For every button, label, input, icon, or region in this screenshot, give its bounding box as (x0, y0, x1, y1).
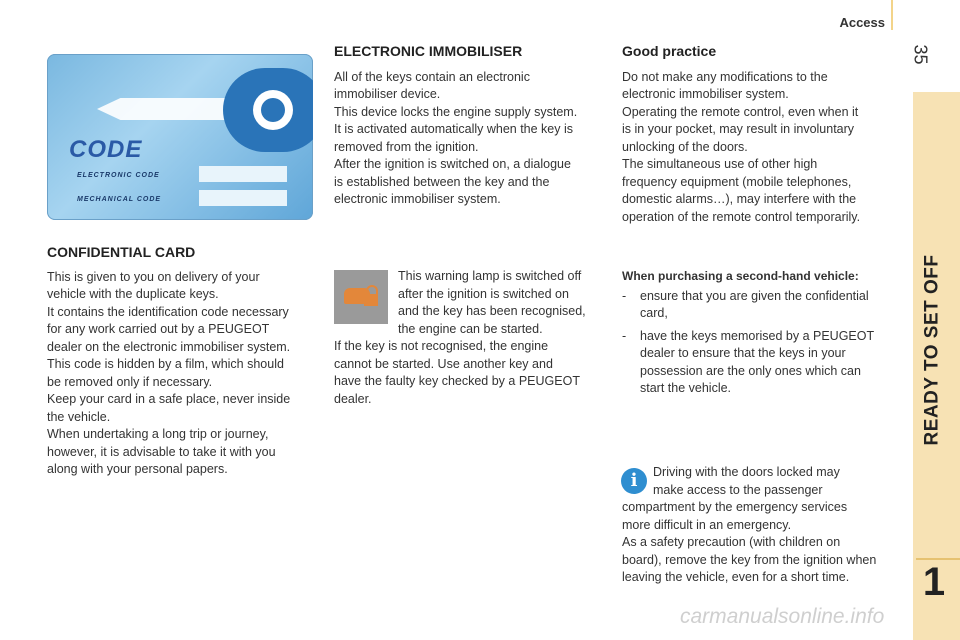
body-line: more difficult in an emergency. (622, 517, 792, 532)
card-field-label-electronic: ELECTRONIC CODE (77, 172, 160, 179)
second-hand-title: When purchasing a second-hand vehicle: (622, 269, 859, 283)
body-line: immobiliser device. (334, 87, 441, 101)
body-line: It is activated automatically when the key is (334, 122, 574, 136)
body-line: This code is hidden by a film, which should (47, 357, 284, 371)
body-line: start the vehicle. (640, 381, 732, 395)
body-line: If the key is not recognised, the engine (334, 339, 549, 353)
list-dash: - (622, 328, 627, 343)
info-icon: i (621, 468, 647, 494)
card-code-word: CODE (69, 136, 143, 163)
body-line: electronic immobiliser system. (622, 87, 789, 101)
list-dash: - (622, 288, 627, 303)
info-note-body (622, 499, 894, 587)
body-line: possession are the only ones which can (640, 363, 861, 378)
body-line: be removed only if necessary. (47, 374, 213, 389)
second-hand-section (622, 268, 894, 403)
chapter-title: READY TO SET OFF (921, 254, 942, 446)
body-line: after the ignition is switched on (398, 286, 569, 301)
confidential-card-section (47, 244, 317, 479)
unrecognised-key-text (334, 338, 606, 408)
body-line: however, it is advisable to take it with you (47, 444, 276, 459)
body-line: This warning lamp is switched off (398, 269, 582, 283)
immobiliser-title: ELECTRONIC IMMOBILISER (334, 43, 523, 59)
body-line: board), remove the key from the ignition when (622, 552, 877, 567)
section-title: Access (839, 15, 885, 30)
chapter-number: 1 (922, 560, 946, 604)
good-practice-title: Good practice (622, 43, 717, 59)
body-line: and the key has been recognised, (398, 304, 586, 318)
warning-lamp-text (398, 268, 608, 338)
immobiliser-body (334, 69, 606, 209)
body-line: compartment by the emergency services (622, 500, 848, 514)
header-divider (891, 0, 893, 30)
body-line: leaving the vehicle, even for a short time. (622, 570, 850, 584)
body-line: This device locks the engine supply system. (334, 104, 578, 119)
body-line: ensure that you are given the confidential (640, 288, 869, 303)
body-line: have the keys memorised by a PEUGEOT (640, 328, 875, 343)
body-line: unlocking of the doors. (622, 139, 748, 154)
body-line: removed from the ignition. (334, 139, 479, 154)
body-line: domestic alarms…), may interfere with the (622, 192, 857, 206)
body-line: operation of the remote control temporarily. (622, 209, 861, 224)
card-field-box-electronic (199, 166, 287, 182)
body-line: vehicle with the duplicate keys. (47, 287, 219, 301)
key-blade-shape (97, 98, 227, 120)
body-line: have the faulty key checked by a PEUGEOT (334, 374, 580, 388)
body-line: electronic immobiliser system. (334, 192, 501, 206)
immobiliser-warning-lamp-icon (334, 270, 388, 324)
body-line: dealer on the electronic immobiliser system. (47, 339, 291, 354)
body-line: make access to the passenger (653, 482, 823, 497)
good-practice-section (622, 43, 894, 226)
body-line: is established between the key and the (334, 174, 550, 189)
card-field-box-mechanical (199, 190, 287, 206)
list-item (622, 328, 894, 398)
body-line: It contains the identification code necessary (47, 304, 289, 319)
info-note-indent (653, 464, 893, 499)
body-line: All of the keys contain an electronic (334, 69, 530, 84)
confidential-card-title: CONFIDENTIAL CARD (47, 244, 196, 260)
body-line: dealer. (334, 391, 372, 406)
body-line: along with your personal papers. (47, 462, 228, 476)
confidential-card-body (47, 269, 317, 479)
body-line: When undertaking a long trip or journey, (47, 427, 269, 441)
chapter-title-container (912, 140, 952, 560)
body-line: for any work carried out by a PEUGEOT (47, 322, 270, 336)
body-line: As a safety precaution (with children on (622, 535, 841, 549)
body-line: This is given to you on delivery of your (47, 269, 260, 284)
body-line: Keep your card in a safe place, never inside (47, 392, 291, 406)
immobiliser-section (334, 43, 606, 209)
body-line: After the ignition is switched on, a dialogue (334, 157, 571, 171)
body-line: frequency equipment (mobile telephones, (622, 174, 852, 189)
watermark: carmanualsonline.info (680, 605, 885, 628)
body-line: Driving with the doors locked may (653, 465, 840, 479)
body-line: dealer to ensure that the keys in your (640, 346, 846, 360)
body-line: is in your pocket, may result in involuntary (622, 122, 855, 136)
lock-body-shape (364, 294, 378, 306)
body-line: The simultaneous use of other high (622, 157, 818, 171)
body-line: Operating the remote control, even when it (622, 104, 859, 119)
body-line: card, (640, 306, 668, 320)
body-line: the engine can be started. (398, 321, 543, 336)
good-practice-body (622, 69, 894, 227)
list-item (622, 288, 894, 323)
card-field-label-mechanical: MECHANICAL CODE (77, 196, 162, 203)
body-line: Do not make any modifications to the (622, 69, 828, 84)
page-number: 35 (910, 44, 931, 65)
confidential-card-image (47, 54, 313, 220)
body-line: the vehicle. (47, 409, 111, 424)
brand-logo-inner (261, 98, 285, 122)
body-line: cannot be started. Use another key and (334, 356, 553, 371)
